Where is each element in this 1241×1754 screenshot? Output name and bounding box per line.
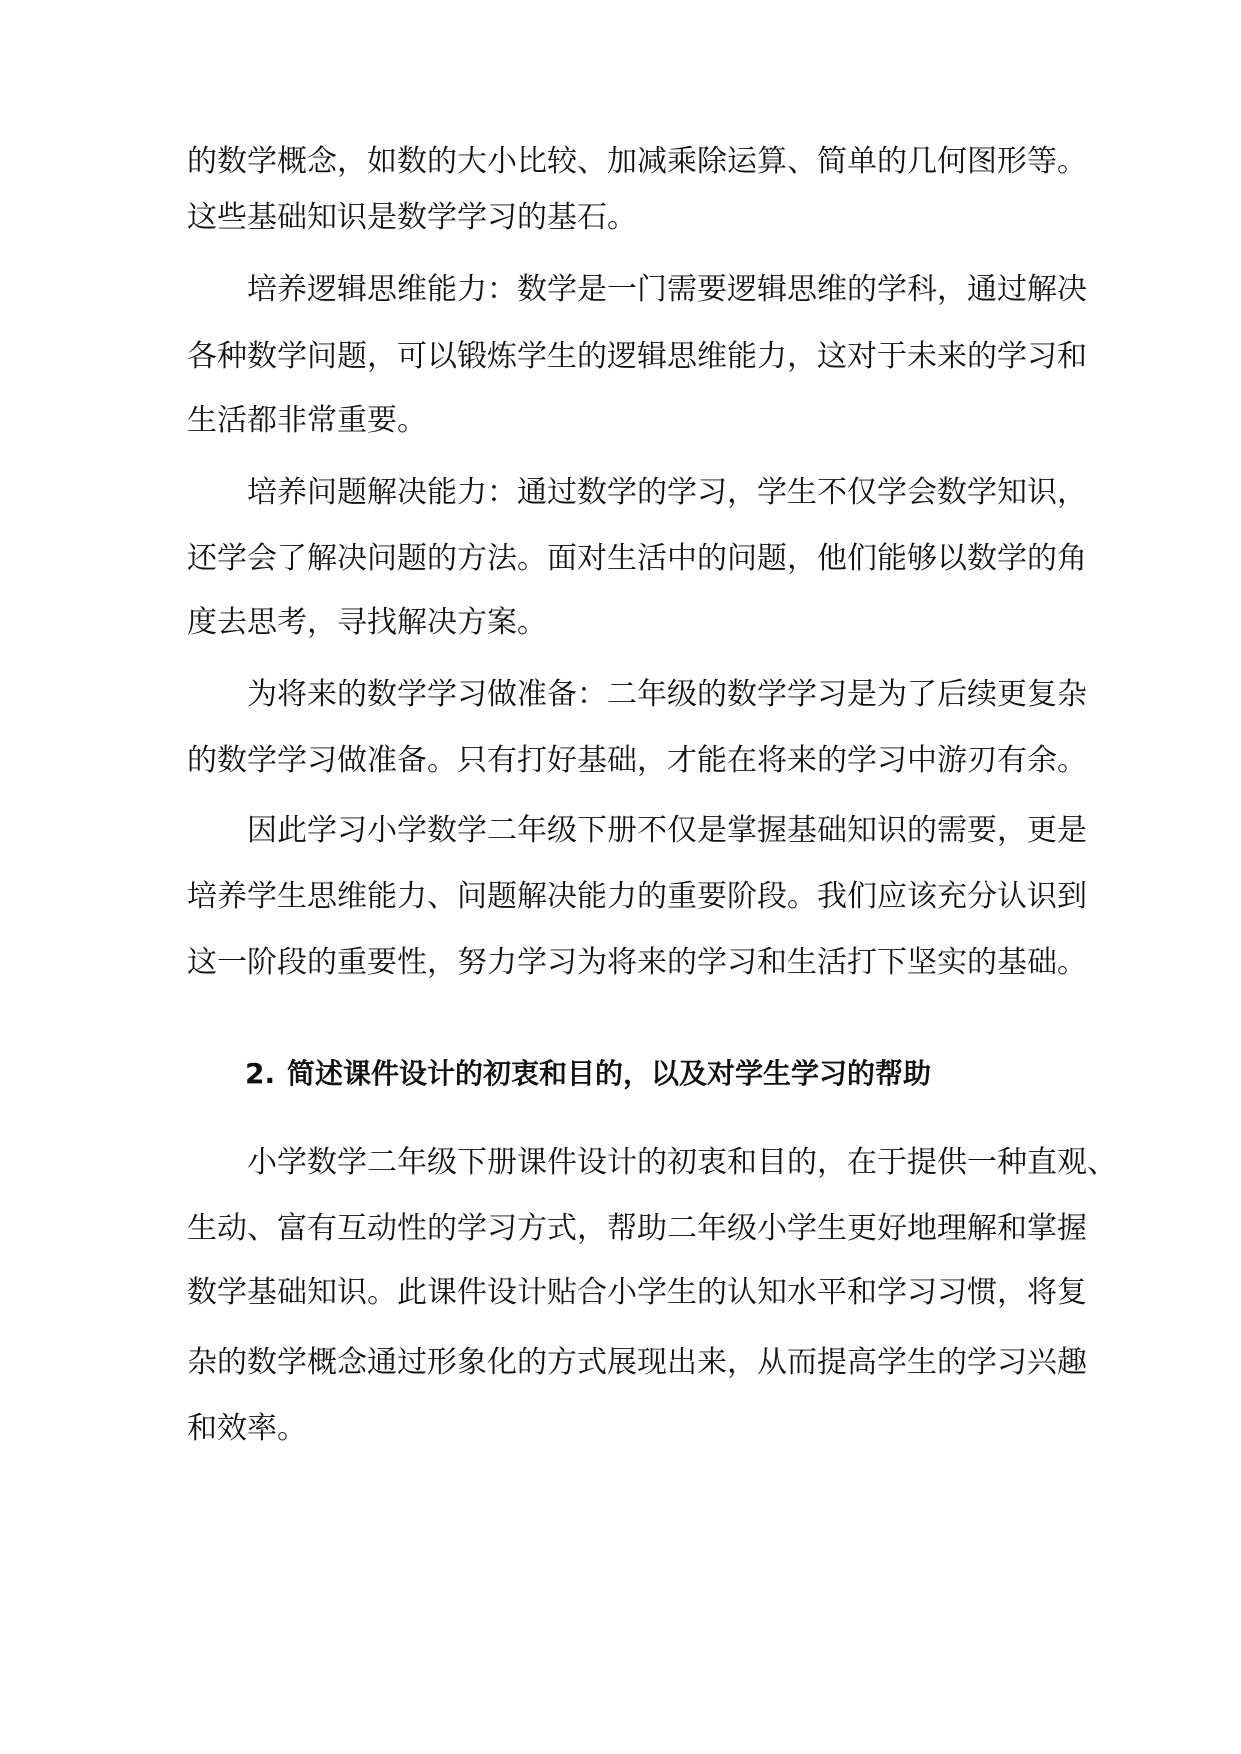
paragraph-line: 生活都非常重要。 — [187, 403, 427, 438]
section-title: 简述课件设计的初衷和目的，以及对学生学习的帮助 — [287, 1057, 932, 1090]
section-heading — [245, 1054, 931, 1094]
paragraph-line: 这一阶段的重要性，努力学习为将来的学习和生活打下坚实的基础。 — [187, 945, 1087, 980]
section-number: 2. — [245, 1057, 276, 1090]
paragraph-line: 因此学习小学数学二年级下册不仅是掌握基础知识的需要，更是 — [247, 813, 1087, 848]
paragraph-line: 度去思考，寻找解决方案。 — [187, 605, 547, 640]
paragraph-line: 还学会了解决问题的方法。面对生活中的问题，他们能够以数学的角 — [187, 541, 1087, 576]
paragraph-line: 生动、富有互动性的学习方式，帮助二年级小学生更好地理解和掌握 — [187, 1211, 1087, 1246]
paragraph-line: 杂的数学概念通过形象化的方式展现出来，从而提高学生的学习兴趣 — [187, 1345, 1087, 1380]
paragraph-line: 培养问题解决能力：通过数学的学习，学生不仅学会数学知识， — [247, 475, 1087, 510]
paragraph-line: 数学基础知识。此课件设计贴合小学生的认知水平和学习习惯，将复 — [187, 1275, 1087, 1310]
paragraph-line: 这些基础知识是数学学习的基石。 — [187, 200, 637, 235]
paragraph-line: 和效率。 — [187, 1411, 307, 1446]
paragraph-line: 的数学学习做准备。只有打好基础，才能在将来的学习中游刃有余。 — [187, 743, 1087, 778]
paragraph-line: 培养学生思维能力、问题解决能力的重要阶段。我们应该充分认识到 — [187, 879, 1087, 914]
paragraph-line: 为将来的数学学习做准备：二年级的数学学习是为了后续更复杂 — [247, 677, 1087, 712]
paragraph-line: 各种数学问题，可以锻炼学生的逻辑思维能力，这对于未来的学习和 — [187, 339, 1087, 374]
paragraph-line: 小学数学二年级下册课件设计的初衷和目的，在于提供一种直观、 — [247, 1145, 1117, 1180]
paragraph-line: 培养逻辑思维能力：数学是一门需要逻辑思维的学科，通过解决 — [247, 272, 1087, 307]
paragraph-line: 的数学概念，如数的大小比较、加减乘除运算、简单的几何图形等。 — [187, 144, 1087, 179]
